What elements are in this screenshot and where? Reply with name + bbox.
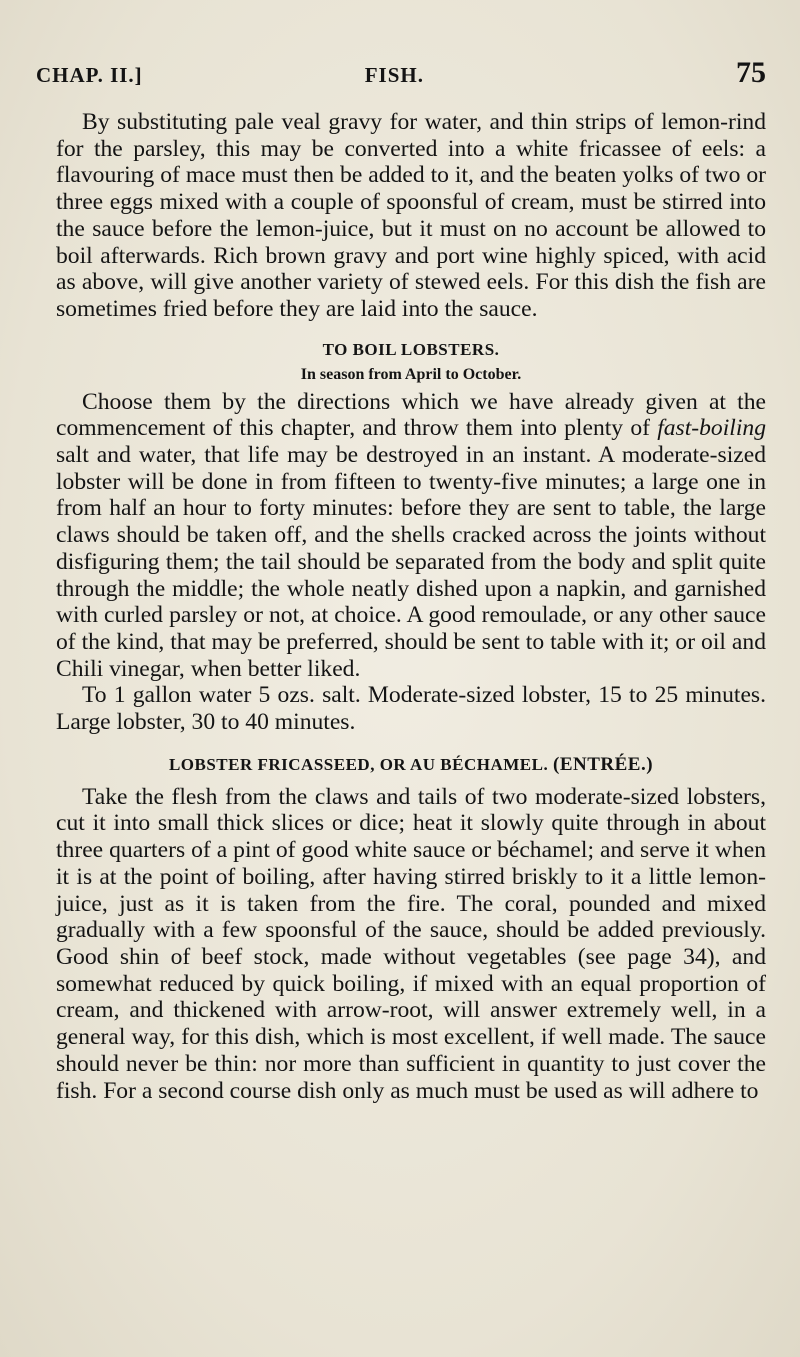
lobsters-intro-part-b: salt and water, that life may be destroyed in an instant. A moderate-sized lobster will be done in from fifteen to twenty-five minutes; a large one in from half an hour to forty minutes: before they are sent to table, the large claws should be taken off, and the shells cracked across the joints without disfiguring them; the tail should be separated from the body and split quite through the middle; the whole neatly dished upon a napkin, and garnished with curled parsley or not, at choice. A good remoulade, or any other sauce of the kind, that may be preferred, should be sent to table with it; or oil and Chili vinegar, when better liked. bbox=[56, 442, 766, 682]
chapter-label: CHAP. II.] bbox=[36, 63, 143, 87]
fricassee-title: LOBSTER FRICASSEED, OR AU BÉCHAMEL. bbox=[168, 754, 549, 774]
paragraph-lobsters-intro bbox=[56, 389, 766, 683]
section-title: FISH. bbox=[364, 63, 424, 87]
page-number: 75 bbox=[735, 56, 766, 89]
season-note: In season from April to October. bbox=[300, 365, 522, 383]
page-body bbox=[56, 109, 766, 1104]
paragraph-eels-continued: By substituting pale veal gravy for water, and thin strips of lemon-rind for the parsley, this may be converted into a white fricassee of eels: a flavouring of mace must then be added to it, and the beaten yolks of two or three eggs mixed with a couple of spoonsful of cream, must be stirred into the sauce before the lemon-juice, but it must on no account be allowed to boil afterwards. Rich brown gravy and port wine highly spiced, with acid as above, will give another variety of stewed eels. For this dish the fish are sometimes fried before they are laid into the sauce. bbox=[56, 109, 766, 322]
lobsters-intro-part-a: Choose them by the directions which we have already given at the commencement of this chapter, and throw them into plenty of bbox=[56, 388, 766, 442]
heading-to-boil-lobsters: TO BOIL LOBSTERS. bbox=[322, 339, 500, 359]
lobsters-intro-emphasis: fast-boiling bbox=[657, 415, 766, 442]
paragraph-fricassee: Take the flesh from the claws and tails of two moderate-sized lobsters, cut it into small thick slices or dice; heat it slowly quite through in about three quarters of a pint of good white sauce or béchamel; and serve it when it is at the point of boiling, after having stirred briskly to it a little lemon-juice, just as it is taken from the fire. The coral, pounded and mixed gradually with a few spoonsful of the sauce, should be added previously. Good shin of beef stock, made without vegetables (see page 34), and somewhat reduced by quick boiling, if mixed with an equal proportion of cream, and thickened with arrow-root, will answer extremely well, in a general way, for this dish, which is most excellent, if well made. The sauce should never be thin: nor more than sufficient in quantity to just cover the fish. For a second course dish only as much must be used as will adhere to bbox=[56, 783, 766, 1104]
entree-label: (ENTRÉE.) bbox=[553, 753, 654, 775]
running-head bbox=[36, 56, 766, 96]
paragraph-lobster-quantities: To 1 gallon water 5 ozs. salt. Moderate-sized lobster, 15 to 25 minutes. Large lobster, 30 to 40 minutes. bbox=[56, 682, 766, 736]
heading-lobster-fricasseed bbox=[56, 754, 766, 776]
